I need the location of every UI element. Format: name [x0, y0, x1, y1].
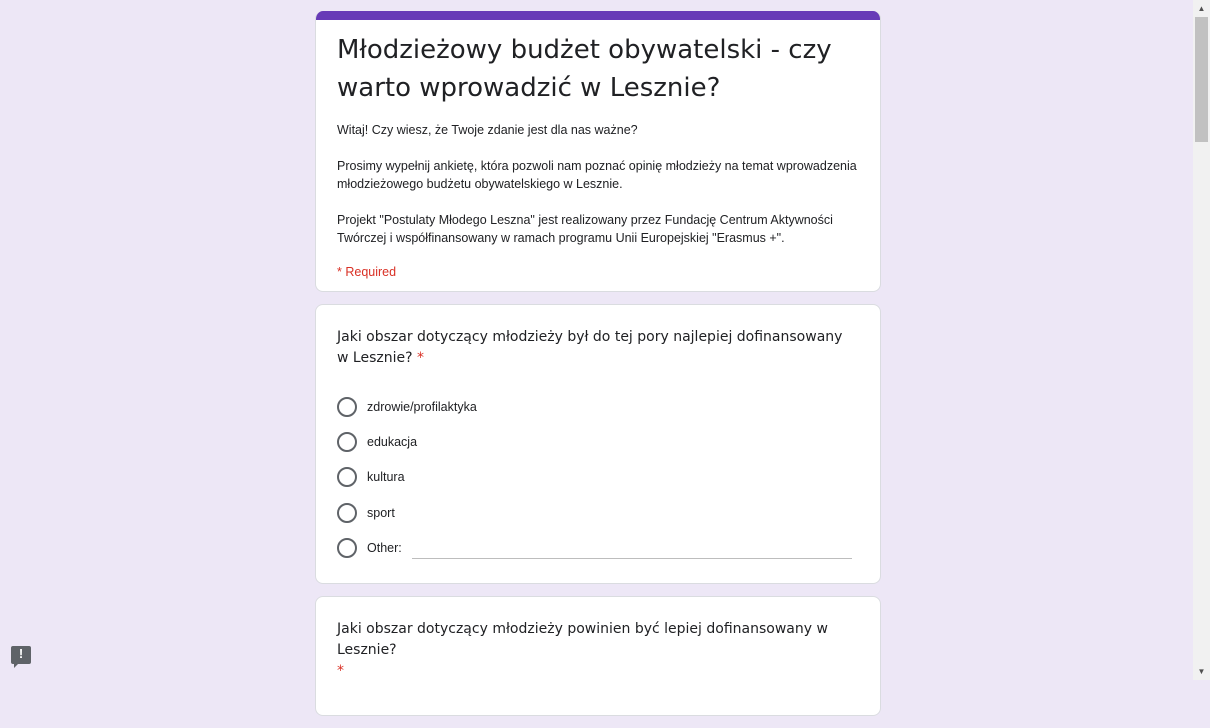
page-scrollbar[interactable] — [1193, 0, 1210, 680]
question-title — [337, 619, 856, 682]
form-description-line: Witaj! Czy wiesz, że Twoje zdanie jest dla nas ważne? — [337, 123, 638, 137]
radio-option-label: sport — [367, 505, 395, 520]
radio-button[interactable] — [337, 467, 357, 487]
question-card — [315, 304, 881, 584]
form-container — [315, 11, 881, 728]
form-header-card — [315, 11, 881, 292]
radio-button[interactable] — [337, 503, 357, 523]
other-text-input[interactable] — [412, 557, 852, 559]
radio-option-other[interactable] — [337, 531, 856, 566]
form-description-line: Projekt "Postulaty Młodego Leszna" jest realizowany przez Fundację Centrum Aktywności Twórczej i współfinansowany w ramach programu Unii Europejskiej "Erasmus +". — [337, 213, 833, 245]
feedback-icon[interactable]: ! — [11, 646, 31, 664]
required-asterisk: * — [337, 663, 344, 679]
question-card — [315, 596, 881, 716]
radio-option-label: kultura — [367, 470, 405, 485]
radio-option[interactable] — [337, 460, 856, 495]
radio-button[interactable] — [337, 538, 357, 558]
radio-group — [337, 389, 856, 566]
question-title — [337, 327, 856, 369]
radio-option-label: edukacja — [367, 435, 418, 450]
question-title-text: Jaki obszar dotyczący młodzieży był do tej pory najlepiej dofinansowany w Lesznie? — [337, 329, 843, 366]
form-description-line: Prosimy wypełnij ankietę, która pozwoli nam poznać opinię młodzieży na temat wprowadzenia młodzieżowego budżetu obywatelskiego w Lesznie. — [337, 159, 857, 191]
header-accent-bar — [316, 11, 880, 20]
other-option-label: Other: — [367, 541, 402, 556]
radio-button[interactable] — [337, 432, 357, 452]
radio-option[interactable] — [337, 389, 856, 424]
required-asterisk: * — [416, 350, 424, 366]
radio-option[interactable] — [337, 424, 856, 459]
radio-option[interactable] — [337, 495, 856, 530]
scroll-up-arrow-icon[interactable]: ▲ — [1197, 4, 1206, 13]
scrollbar-thumb[interactable] — [1195, 17, 1208, 142]
form-description — [337, 121, 858, 247]
form-title: Młodzieżowy budżet obywatelski - czy warto wprowadzić w Lesznie? — [337, 35, 832, 103]
question-title-text: Jaki obszar dotyczący młodzieży powinien być lepiej dofinansowany w Lesznie? — [337, 621, 828, 658]
radio-button[interactable] — [337, 397, 357, 417]
radio-option-label: zdrowie/profilaktyka — [367, 399, 477, 414]
scroll-down-arrow-icon[interactable]: ▼ — [1197, 667, 1206, 676]
required-note: * Required — [337, 265, 397, 279]
